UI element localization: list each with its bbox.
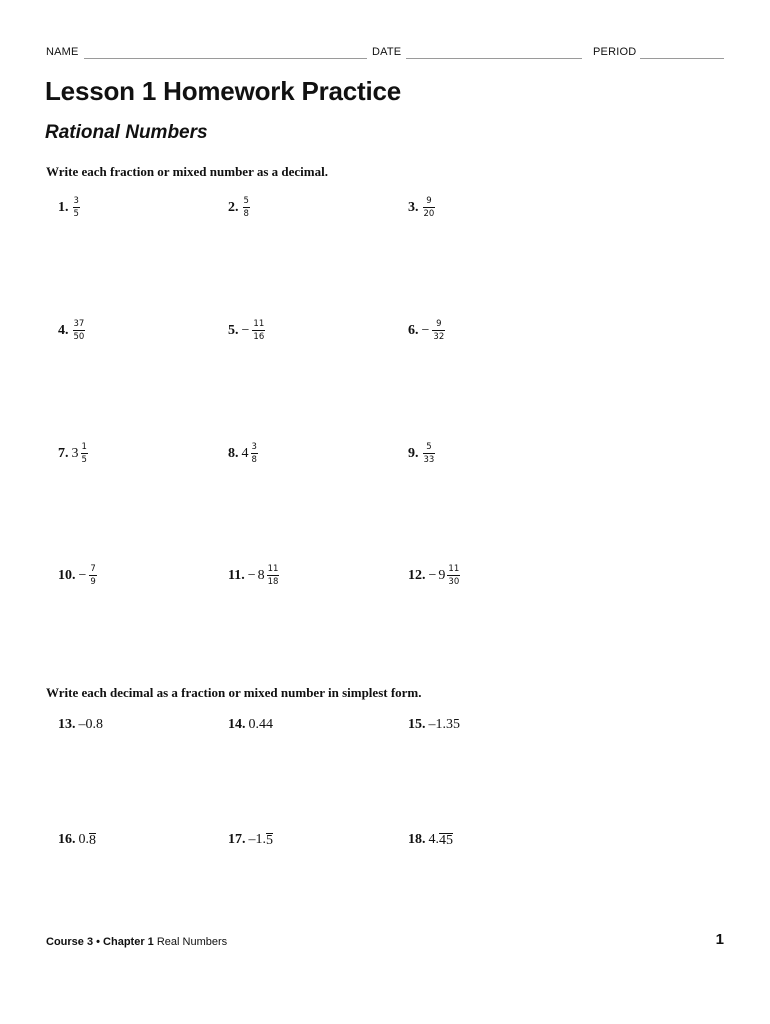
fraction-problem	[408, 196, 436, 219]
student-info-header	[46, 46, 724, 62]
numerator: 5	[243, 196, 249, 206]
period-field-line[interactable]	[640, 58, 724, 59]
fraction-problem	[228, 196, 251, 219]
decimal-value: –1.35	[428, 717, 460, 732]
problem-number: 5.	[228, 322, 239, 338]
page-number: 1	[715, 931, 724, 948]
decimal-value: 0.	[78, 832, 89, 847]
problem-number: 16.	[58, 832, 76, 847]
denominator: 16	[253, 332, 265, 342]
page-footer	[46, 936, 227, 948]
name-field-line[interactable]	[84, 58, 367, 59]
problem-number: 1.	[58, 199, 69, 215]
numerator: 3	[251, 442, 257, 452]
numerator: 1	[81, 442, 87, 452]
fraction-problem	[228, 319, 266, 342]
numerator: 11	[253, 319, 265, 329]
decimal-problem	[228, 717, 273, 733]
problem-number: 4.	[58, 322, 69, 338]
problem-number: 17.	[228, 832, 246, 847]
fraction	[423, 442, 436, 465]
footer-chapter-title: Real Numbers	[153, 936, 228, 948]
problem-number: 18.	[408, 832, 426, 847]
footer-bullet: •	[93, 936, 104, 948]
numerator: 11	[267, 564, 279, 574]
decimal-problem	[58, 832, 96, 848]
whole-number: 3	[71, 445, 79, 461]
decimal-value: –1.	[248, 832, 266, 847]
page-subtitle: Rational Numbers	[45, 122, 208, 143]
problem-number: 12.	[408, 567, 426, 583]
fraction-problem	[408, 442, 436, 465]
denominator: 8	[243, 209, 249, 219]
problem-number: 9.	[408, 445, 419, 461]
footer-course: Course 3	[46, 936, 94, 948]
fraction-problem	[228, 564, 280, 587]
denominator: 30	[448, 577, 460, 587]
denominator: 18	[267, 577, 279, 587]
fraction	[251, 442, 258, 465]
denominator: 9	[90, 577, 96, 587]
denominator: 5	[73, 209, 79, 219]
negative-sign: −	[247, 567, 256, 583]
decimal-value: 0.44	[248, 717, 273, 732]
footer-chapter: Chapter 1	[103, 936, 154, 948]
problem-number: 14.	[228, 717, 246, 732]
problem-number: 15.	[408, 717, 426, 732]
fraction	[73, 319, 86, 342]
problem-number: 6.	[408, 322, 419, 338]
decimal-problem	[408, 717, 460, 733]
numerator: 9	[426, 196, 432, 206]
fraction-problem	[408, 564, 461, 587]
denominator: 8	[251, 455, 257, 465]
fraction-problem	[408, 319, 446, 342]
fraction	[81, 442, 88, 465]
denominator: 50	[73, 332, 85, 342]
problem-number: 8.	[228, 445, 239, 461]
problem-number: 10.	[58, 567, 76, 583]
numerator: 3	[73, 196, 79, 206]
section2-instruction: Write each decimal as a fraction or mixed number in simplest form.	[46, 685, 422, 700]
denominator: 32	[433, 332, 445, 342]
numerator: 9	[436, 319, 442, 329]
fraction	[432, 319, 445, 342]
decimal-problem	[408, 832, 453, 848]
fraction	[447, 564, 460, 587]
fraction-problem	[228, 442, 259, 465]
fraction	[73, 196, 80, 219]
problem-number: 11.	[228, 567, 245, 583]
problem-number: 3.	[408, 199, 419, 215]
problem-number: 13.	[58, 717, 76, 732]
page-title: Lesson 1 Homework Practice	[45, 76, 402, 106]
fraction	[267, 564, 280, 587]
name-label: NAME	[46, 46, 79, 58]
numerator: 11	[448, 564, 460, 574]
decimal-problem	[228, 832, 273, 848]
repeating-digits: 45	[439, 832, 453, 848]
fraction	[252, 319, 265, 342]
denominator: 33	[423, 455, 435, 465]
repeating-digits: 8	[89, 832, 96, 848]
problem-number: 2.	[228, 199, 239, 215]
fraction	[423, 196, 436, 219]
fraction-problem	[58, 442, 89, 465]
decimal-problem	[58, 717, 103, 733]
fraction-problem	[58, 319, 86, 342]
fraction	[243, 196, 250, 219]
numerator: 37	[73, 319, 85, 329]
period-label: PERIOD	[593, 46, 637, 58]
denominator: 20	[423, 209, 435, 219]
repeating-digits: 5	[266, 832, 273, 848]
whole-number: 4	[241, 445, 249, 461]
date-label: DATE	[372, 46, 402, 58]
fraction-problem	[58, 196, 81, 219]
numerator: 7	[90, 564, 96, 574]
problem-number: 7.	[58, 445, 69, 461]
negative-sign: −	[78, 567, 87, 583]
fraction	[89, 564, 96, 587]
date-field-line[interactable]	[406, 58, 582, 59]
fraction-problem	[58, 564, 98, 587]
negative-sign: −	[428, 567, 437, 583]
decimal-value: –0.8	[78, 717, 103, 732]
denominator: 5	[81, 455, 87, 465]
numerator: 5	[426, 442, 432, 452]
decimal-value: 4.	[428, 832, 439, 847]
section1-instruction: Write each fraction or mixed number as a decimal.	[46, 164, 328, 179]
whole-number: 8	[257, 567, 265, 583]
negative-sign: −	[421, 322, 430, 338]
whole-number: 9	[438, 567, 446, 583]
negative-sign: −	[241, 322, 250, 338]
